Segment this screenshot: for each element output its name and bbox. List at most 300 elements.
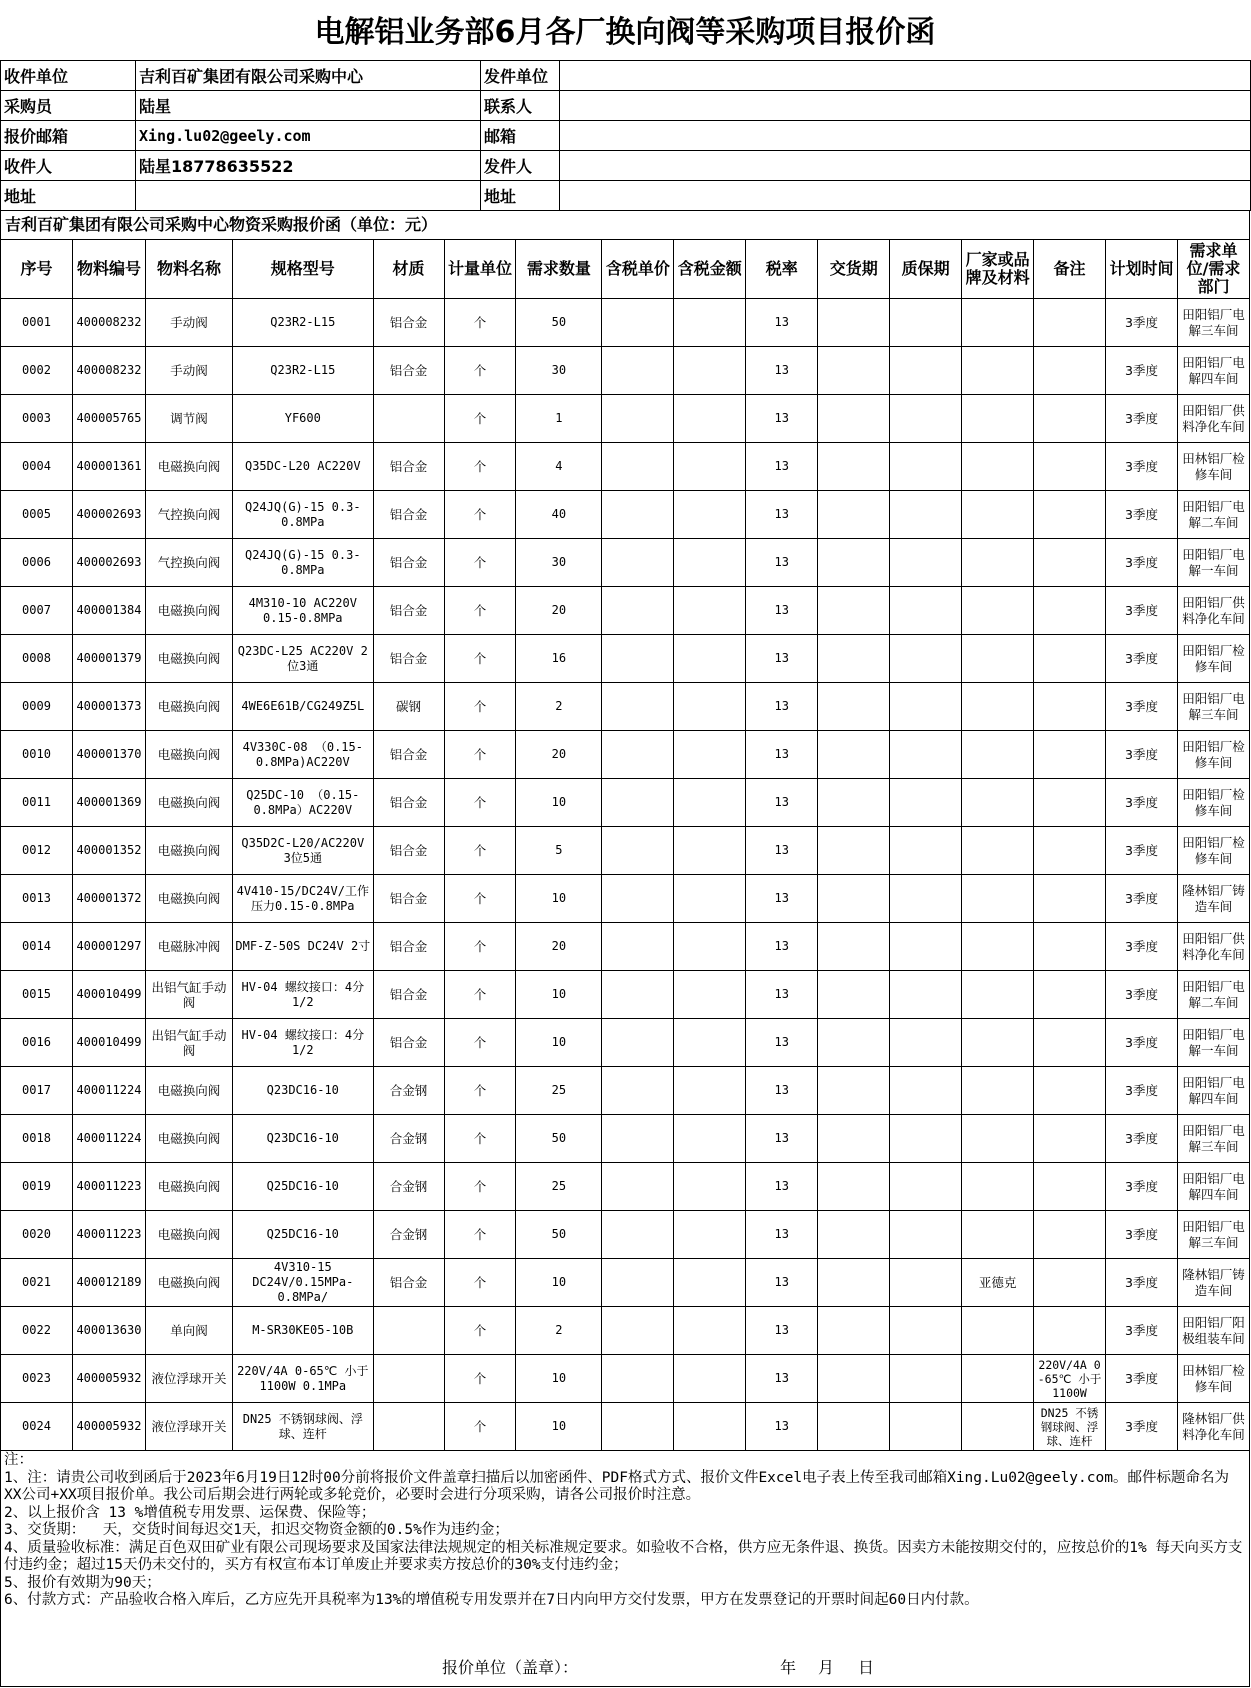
- cell-spec: 4WE6E61B/CG249Z5L: [232, 683, 373, 731]
- cell-qty: 4: [516, 443, 602, 491]
- cell-unit: 个: [444, 1163, 516, 1211]
- cell-dept: 田阳铝厂供料净化车间: [1177, 587, 1249, 635]
- cell-seq: 0008: [1, 635, 73, 683]
- cell-spec: 220V/4A 0-65℃ 小于1100W 0.1MPa: [232, 1355, 373, 1403]
- cell-warranty: [890, 683, 962, 731]
- cell-warranty: [890, 347, 962, 395]
- cell-amount: [674, 1211, 746, 1259]
- cell-amount: [674, 971, 746, 1019]
- cell-brand: [962, 779, 1034, 827]
- cell-warranty: [890, 731, 962, 779]
- cell-brand: [962, 1403, 1034, 1451]
- cell-seq: 0012: [1, 827, 73, 875]
- cell-material: [373, 395, 444, 443]
- cell-code: 400010499: [72, 971, 145, 1019]
- cell-material: 铝合金: [373, 923, 444, 971]
- cell-price: [602, 1403, 674, 1451]
- cell-brand: [962, 683, 1034, 731]
- table-row: [1, 395, 1250, 443]
- cell-qty: 10: [516, 1019, 602, 1067]
- cell-qty: 50: [516, 299, 602, 347]
- info-row: [1, 151, 1251, 181]
- cell-unit: 个: [444, 635, 516, 683]
- column-header: 交货期: [818, 240, 890, 299]
- table-row: [1, 779, 1250, 827]
- cell-name: 出铝气缸手动阀: [145, 971, 232, 1019]
- table-caption: 吉利百矿集团有限公司采购中心物资采购报价函（单位：元）: [0, 210, 1250, 239]
- cell-qty: 25: [516, 1163, 602, 1211]
- cell-delivery: [818, 1259, 890, 1307]
- cell-plan: 3季度: [1106, 1307, 1178, 1355]
- cell-plan: 3季度: [1106, 299, 1178, 347]
- info-label-right: 联系人: [481, 91, 560, 121]
- cell-dept: 田阳铝厂电解一车间: [1177, 539, 1249, 587]
- cell-unit: 个: [444, 875, 516, 923]
- table-row: [1, 875, 1250, 923]
- cell-tax: 13: [746, 395, 818, 443]
- cell-material: 铝合金: [373, 971, 444, 1019]
- cell-seq: 0011: [1, 779, 73, 827]
- cell-dept: 田阳铝厂电解二车间: [1177, 971, 1249, 1019]
- cell-code: 400001370: [72, 731, 145, 779]
- cell-name: 电磁换向阀: [145, 635, 232, 683]
- cell-price: [602, 779, 674, 827]
- cell-brand: [962, 731, 1034, 779]
- cell-code: 400001379: [72, 635, 145, 683]
- cell-tax: 13: [746, 1403, 818, 1451]
- cell-spec: DMF-Z-50S DC24V 2寸: [232, 923, 373, 971]
- note-line: 3、交货期： 天，交货时间每迟交1天，扣迟交物资金额的0.5%作为违约金；: [4, 1522, 509, 1538]
- cell-seq: 0014: [1, 923, 73, 971]
- cell-price: [602, 395, 674, 443]
- cell-warranty: [890, 587, 962, 635]
- cell-plan: 3季度: [1106, 395, 1178, 443]
- cell-warranty: [890, 1403, 962, 1451]
- cell-brand: [962, 923, 1034, 971]
- cell-price: [602, 875, 674, 923]
- cell-spec: YF600: [232, 395, 373, 443]
- cell-dept: 田林铝厂检修车间: [1177, 1355, 1249, 1403]
- cell-plan: 3季度: [1106, 779, 1178, 827]
- cell-delivery: [818, 299, 890, 347]
- cell-dept: 田阳铝厂电解三车间: [1177, 1211, 1249, 1259]
- cell-brand: [962, 1355, 1034, 1403]
- cell-delivery: [818, 539, 890, 587]
- info-value: 陆星18778635522: [136, 151, 481, 181]
- cell-seq: 0017: [1, 1067, 73, 1115]
- cell-unit: 个: [444, 779, 516, 827]
- cell-seq: 0009: [1, 683, 73, 731]
- cell-price: [602, 1307, 674, 1355]
- cell-seq: 0013: [1, 875, 73, 923]
- cell-price: [602, 1259, 674, 1307]
- cell-qty: 10: [516, 1403, 602, 1451]
- cell-code: 400002693: [72, 539, 145, 587]
- cell-warranty: [890, 635, 962, 683]
- cell-name: 单向阀: [145, 1307, 232, 1355]
- cell-plan: 3季度: [1106, 443, 1178, 491]
- cell-unit: 个: [444, 683, 516, 731]
- cell-brand: [962, 1115, 1034, 1163]
- cell-unit: 个: [444, 1019, 516, 1067]
- cell-price: [602, 971, 674, 1019]
- cell-name: 电磁换向阀: [145, 779, 232, 827]
- cell-seq: 0006: [1, 539, 73, 587]
- cell-warranty: [890, 1307, 962, 1355]
- cell-remark: [1034, 491, 1106, 539]
- cell-delivery: [818, 1211, 890, 1259]
- info-label-right: 发件人: [481, 151, 560, 181]
- cell-dept: 田阳铝厂供料净化车间: [1177, 923, 1249, 971]
- cell-spec: HV-04 螺纹接口：4分1/2: [232, 1019, 373, 1067]
- cell-delivery: [818, 491, 890, 539]
- cell-dept: 田阳铝厂检修车间: [1177, 635, 1249, 683]
- column-header: 厂家或品牌及材料: [962, 240, 1034, 299]
- cell-seq: 0023: [1, 1355, 73, 1403]
- cell-name: 电磁换向阀: [145, 731, 232, 779]
- cell-name: 电磁脉冲阀: [145, 923, 232, 971]
- cell-code: 400001361: [72, 443, 145, 491]
- cell-material: 铝合金: [373, 491, 444, 539]
- column-header: 质保期: [890, 240, 962, 299]
- cell-seq: 0003: [1, 395, 73, 443]
- table-row: [1, 1403, 1250, 1451]
- cell-remark: DN25 不锈钢球阀、浮球、连杆: [1034, 1403, 1106, 1451]
- cell-remark: [1034, 587, 1106, 635]
- cell-material: 铝合金: [373, 1259, 444, 1307]
- cell-unit: 个: [444, 1307, 516, 1355]
- note-line: 1、注：请贵公司收到函后于2023年6月19日12时00分前将报价文件盖章扫描后以加密函件、PDF格式方式、报价文件Excel电子表上传至我司邮箱Xing.Lu02@geely.com。邮件标题命名为XX公司+XX项目报价单。我公司后期会进行两轮或多轮竞价，必要时会进行分项采购，请各公司报价时注意。: [4, 1469, 1229, 1503]
- cell-delivery: [818, 827, 890, 875]
- cell-spec: Q23DC16-10: [232, 1115, 373, 1163]
- cell-dept: 田阳铝厂阳极组装车间: [1177, 1307, 1249, 1355]
- cell-name: 电磁换向阀: [145, 587, 232, 635]
- cell-remark: [1034, 443, 1106, 491]
- cell-plan: 3季度: [1106, 971, 1178, 1019]
- column-header: 计量单位: [444, 240, 516, 299]
- cell-remark: [1034, 635, 1106, 683]
- cell-plan: 3季度: [1106, 1211, 1178, 1259]
- cell-remark: [1034, 1307, 1106, 1355]
- note-line: 5、报价有效期为90天；: [4, 1574, 161, 1591]
- cell-qty: 10: [516, 971, 602, 1019]
- cell-spec: Q23DC16-10: [232, 1067, 373, 1115]
- cell-tax: 13: [746, 539, 818, 587]
- cell-code: 400011224: [72, 1067, 145, 1115]
- cell-code: 400001372: [72, 875, 145, 923]
- cell-delivery: [818, 875, 890, 923]
- cell-code: 400005765: [72, 395, 145, 443]
- cell-name: 气控换向阀: [145, 491, 232, 539]
- cell-material: [373, 1307, 444, 1355]
- cell-price: [602, 491, 674, 539]
- cell-qty: 20: [516, 587, 602, 635]
- cell-unit: 个: [444, 347, 516, 395]
- cell-dept: 田阳铝厂电解二车间: [1177, 491, 1249, 539]
- cell-price: [602, 683, 674, 731]
- cell-brand: [962, 1019, 1034, 1067]
- cell-remark: [1034, 779, 1106, 827]
- cell-price: [602, 1163, 674, 1211]
- cell-unit: 个: [444, 1067, 516, 1115]
- column-header: 含税单价: [602, 240, 674, 299]
- cell-tax: 13: [746, 1115, 818, 1163]
- signature-label: 报价单位（盖章）：: [442, 1658, 579, 1677]
- cell-tax: 13: [746, 443, 818, 491]
- cell-price: [602, 1067, 674, 1115]
- cell-tax: 13: [746, 587, 818, 635]
- cell-tax: 13: [746, 875, 818, 923]
- column-header: 计划时间: [1106, 240, 1178, 299]
- cell-qty: 10: [516, 1355, 602, 1403]
- cell-spec: HV-04 螺纹接口：4分1/2: [232, 971, 373, 1019]
- cell-code: 400012189: [72, 1259, 145, 1307]
- cell-code: 400005932: [72, 1355, 145, 1403]
- cell-dept: 隆林铝厂供料净化车间: [1177, 1403, 1249, 1451]
- cell-warranty: [890, 1115, 962, 1163]
- cell-amount: [674, 1307, 746, 1355]
- cell-warranty: [890, 443, 962, 491]
- cell-plan: 3季度: [1106, 347, 1178, 395]
- cell-unit: 个: [444, 1403, 516, 1451]
- cell-brand: [962, 299, 1034, 347]
- cell-dept: 田阳铝厂检修车间: [1177, 731, 1249, 779]
- note-line: 4、质量验收标准：满足百色双田矿业有限公司现场要求及国家法律法规规定的相关标准规定要求。如验收不合格，供方应无条件退、换货。因卖方未能按期交付的，应按总价的1% 每天向买方支付违约金；超过15天仍未交付的，买方有权宣布本订单废止并要求卖方按总价的30%支付违约金；: [4, 1539, 1243, 1573]
- cell-warranty: [890, 827, 962, 875]
- cell-unit: 个: [444, 971, 516, 1019]
- table-row: [1, 827, 1250, 875]
- cell-qty: 50: [516, 1211, 602, 1259]
- cell-tax: 13: [746, 923, 818, 971]
- cell-dept: 隆林铝厂铸造车间: [1177, 875, 1249, 923]
- cell-material: [373, 1403, 444, 1451]
- cell-brand: [962, 443, 1034, 491]
- table-row: [1, 491, 1250, 539]
- signature-line: [0, 1655, 1250, 1681]
- cell-amount: [674, 539, 746, 587]
- cell-tax: 13: [746, 1259, 818, 1307]
- cell-code: 400001373: [72, 683, 145, 731]
- cell-code: 400002693: [72, 491, 145, 539]
- cell-material: [373, 1355, 444, 1403]
- cell-code: 400013630: [72, 1307, 145, 1355]
- signature-year: 年: [780, 1658, 797, 1677]
- cell-amount: [674, 347, 746, 395]
- cell-warranty: [890, 1019, 962, 1067]
- column-header: 材质: [373, 240, 444, 299]
- cell-material: 合金钢: [373, 1115, 444, 1163]
- cell-plan: 3季度: [1106, 683, 1178, 731]
- cell-seq: 0001: [1, 299, 73, 347]
- cell-remark: [1034, 347, 1106, 395]
- cell-material: 铝合金: [373, 635, 444, 683]
- column-header: 需求数量: [516, 240, 602, 299]
- cell-plan: 3季度: [1106, 539, 1178, 587]
- cell-plan: 3季度: [1106, 1355, 1178, 1403]
- cell-qty: 20: [516, 923, 602, 971]
- cell-remark: [1034, 875, 1106, 923]
- cell-delivery: [818, 971, 890, 1019]
- cell-brand: [962, 1307, 1034, 1355]
- cell-delivery: [818, 1355, 890, 1403]
- cell-brand: [962, 1211, 1034, 1259]
- cell-spec: Q23R2-L15: [232, 299, 373, 347]
- cell-unit: 个: [444, 1115, 516, 1163]
- cell-qty: 1: [516, 395, 602, 443]
- cell-code: 400001384: [72, 587, 145, 635]
- cell-qty: 50: [516, 1115, 602, 1163]
- info-row: [1, 181, 1251, 211]
- cell-unit: 个: [444, 827, 516, 875]
- cell-qty: 10: [516, 779, 602, 827]
- cell-price: [602, 443, 674, 491]
- cell-name: 调节阀: [145, 395, 232, 443]
- info-value-right: [560, 91, 1251, 121]
- cell-tax: 13: [746, 683, 818, 731]
- cell-amount: [674, 1259, 746, 1307]
- cell-plan: 3季度: [1106, 827, 1178, 875]
- cell-material: 合金钢: [373, 1067, 444, 1115]
- cell-remark: [1034, 1115, 1106, 1163]
- document-title: 电解铝业务部6月各厂换向阀等采购项目报价函: [314, 15, 936, 50]
- cell-tax: 13: [746, 971, 818, 1019]
- cell-amount: [674, 1403, 746, 1451]
- cell-tax: 13: [746, 1163, 818, 1211]
- cell-unit: 个: [444, 443, 516, 491]
- cell-spec: DN25 不锈钢球阀、浮球、连杆: [232, 1403, 373, 1451]
- cell-delivery: [818, 1163, 890, 1211]
- table-row: [1, 1067, 1250, 1115]
- table-row: [1, 1019, 1250, 1067]
- cell-unit: 个: [444, 587, 516, 635]
- cell-tax: 13: [746, 1019, 818, 1067]
- cell-material: 合金钢: [373, 1163, 444, 1211]
- cell-brand: [962, 1163, 1034, 1211]
- column-header: 规格型号: [232, 240, 373, 299]
- cell-amount: [674, 779, 746, 827]
- info-label-right: 地址: [481, 181, 560, 211]
- table-row: [1, 1163, 1250, 1211]
- cell-qty: 2: [516, 683, 602, 731]
- cell-plan: 3季度: [1106, 1067, 1178, 1115]
- info-value-right: [560, 121, 1251, 151]
- cell-name: 手动阀: [145, 299, 232, 347]
- cell-warranty: [890, 875, 962, 923]
- column-header: 物料名称: [145, 240, 232, 299]
- column-header: 序号: [1, 240, 73, 299]
- cell-brand: [962, 827, 1034, 875]
- cell-unit: 个: [444, 491, 516, 539]
- table-row: [1, 923, 1250, 971]
- cell-name: 电磁换向阀: [145, 443, 232, 491]
- cell-spec: Q23R2-L15: [232, 347, 373, 395]
- cell-warranty: [890, 779, 962, 827]
- cell-price: [602, 347, 674, 395]
- cell-remark: [1034, 299, 1106, 347]
- table-row: [1, 587, 1250, 635]
- cell-name: 电磁换向阀: [145, 1115, 232, 1163]
- cell-code: 400008232: [72, 347, 145, 395]
- cell-seq: 0004: [1, 443, 73, 491]
- cell-brand: [962, 875, 1034, 923]
- column-header: 物料编号: [72, 240, 145, 299]
- cell-name: 液位浮球开关: [145, 1355, 232, 1403]
- info-label-right: 发件单位: [481, 61, 560, 91]
- table-row: [1, 443, 1250, 491]
- table-row: [1, 1355, 1250, 1403]
- cell-plan: 3季度: [1106, 1163, 1178, 1211]
- cell-material: 铝合金: [373, 731, 444, 779]
- cell-amount: [674, 491, 746, 539]
- cell-material: 铝合金: [373, 779, 444, 827]
- cell-qty: 5: [516, 827, 602, 875]
- cell-warranty: [890, 539, 962, 587]
- cell-delivery: [818, 347, 890, 395]
- cell-name: 电磁换向阀: [145, 683, 232, 731]
- cell-price: [602, 587, 674, 635]
- cell-qty: 30: [516, 539, 602, 587]
- quotation-items-table: [0, 239, 1250, 1451]
- cell-material: 铝合金: [373, 827, 444, 875]
- cell-name: 电磁换向阀: [145, 1259, 232, 1307]
- cell-dept: 隆林铝厂铸造车间: [1177, 1259, 1249, 1307]
- cell-price: [602, 1355, 674, 1403]
- cell-remark: [1034, 1163, 1106, 1211]
- cell-name: 电磁换向阀: [145, 1067, 232, 1115]
- note-line: 注：: [4, 1452, 33, 1468]
- cell-spec: Q35D2C-L20/AC220V 3位5通: [232, 827, 373, 875]
- cell-seq: 0024: [1, 1403, 73, 1451]
- cell-seq: 0022: [1, 1307, 73, 1355]
- cell-warranty: [890, 1355, 962, 1403]
- cell-delivery: [818, 1019, 890, 1067]
- cell-amount: [674, 923, 746, 971]
- info-label: 收件单位: [1, 61, 136, 91]
- cell-delivery: [818, 587, 890, 635]
- cell-warranty: [890, 923, 962, 971]
- cell-warranty: [890, 491, 962, 539]
- cell-seq: 0019: [1, 1163, 73, 1211]
- info-label: 地址: [1, 181, 136, 211]
- cell-spec: 4V330C-08 （0.15-0.8MPa)AC220V: [232, 731, 373, 779]
- cell-name: 电磁换向阀: [145, 1211, 232, 1259]
- notes-section: [0, 1449, 1250, 1687]
- cell-warranty: [890, 971, 962, 1019]
- cell-remark: [1034, 539, 1106, 587]
- cell-price: [602, 299, 674, 347]
- cell-tax: 13: [746, 827, 818, 875]
- cell-unit: 个: [444, 1355, 516, 1403]
- cell-spec: Q25DC-10 （0.15-0.8MPa）AC220V: [232, 779, 373, 827]
- table-row: [1, 1259, 1250, 1307]
- table-row: [1, 347, 1250, 395]
- cell-brand: [962, 347, 1034, 395]
- cell-brand: [962, 395, 1034, 443]
- cell-warranty: [890, 1211, 962, 1259]
- cell-plan: 3季度: [1106, 875, 1178, 923]
- info-value-right: [560, 151, 1251, 181]
- info-row: [1, 121, 1251, 151]
- cell-spec: 4M310-10 AC220V 0.15-0.8MPa: [232, 587, 373, 635]
- cell-tax: 13: [746, 635, 818, 683]
- table-row: [1, 683, 1250, 731]
- cell-delivery: [818, 1307, 890, 1355]
- cell-plan: 3季度: [1106, 1115, 1178, 1163]
- info-label: 收件人: [1, 151, 136, 181]
- cell-remark: [1034, 1211, 1106, 1259]
- cell-dept: 田阳铝厂电解四车间: [1177, 1067, 1249, 1115]
- cell-brand: [962, 1067, 1034, 1115]
